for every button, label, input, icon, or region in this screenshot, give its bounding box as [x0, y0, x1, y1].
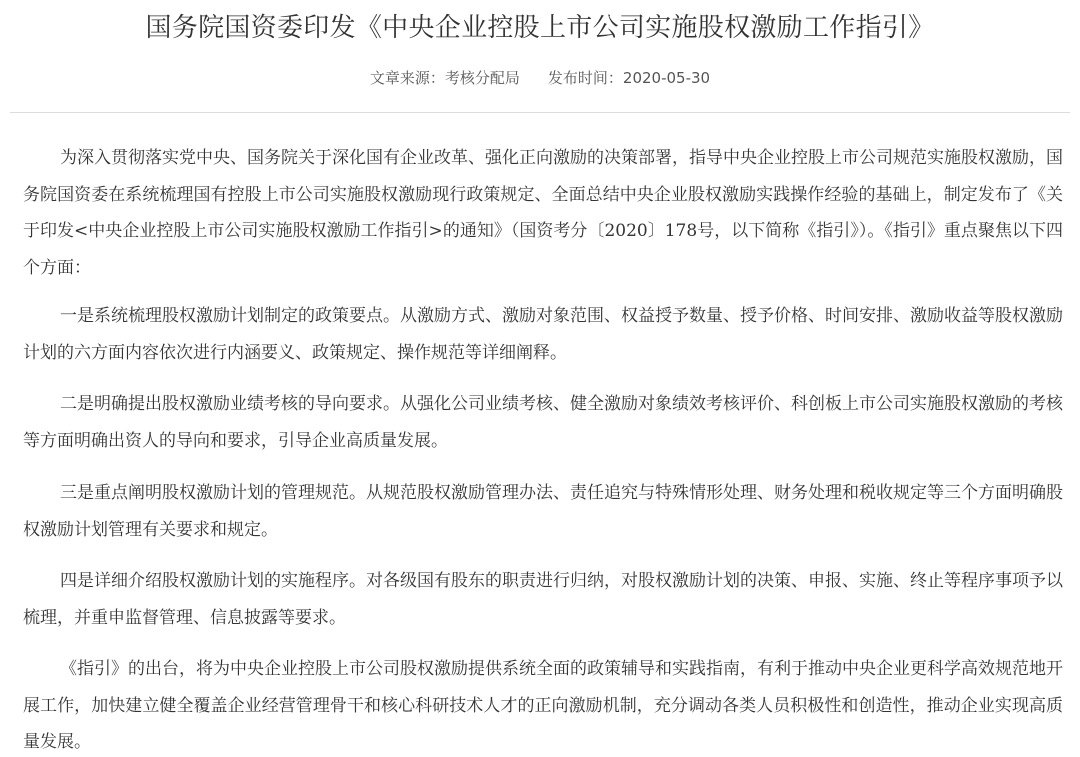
- paragraph-point-two: 二是明确提出股权激励业绩考核的导向要求。从强化公司业绩考核、健全激励对象绩效考核评价、科创板上市公司实施股权激励的考核等方面明确出资人的导向和要求，引导企业高质量发展。: [23, 394, 1063, 451]
- article-title: 国务院国资委印发《中央企业控股上市公司实施股权激励工作指引》: [145, 13, 935, 43]
- paragraph-conclusion: 《指引》的出台，将为中央企业控股上市公司股权激励提供系统全面的政策辅导和实践指南，有利于推动中央企业更科学高效规范地开展工作，加快建立健全覆盖企业经营管理骨干和核心科研技术人才的正向激励机制，充分调动各类人员积极性和创造性，推动企业实现高质量发展。: [23, 659, 1063, 752]
- paragraph-point-four: 四是详细介绍股权激励计划的实施程序。对各级国有股东的职责进行归纳，对股权激励计划的决策、申报、实施、终止等程序事项予以梳理，并重申监督管理、信息披露等要求。: [23, 571, 1063, 628]
- paragraph-point-three: 三是重点阐明股权激励计划的管理规范。从规范股权激励管理办法、责任追究与特殊情形处理、财务处理和税收规定等三个方面明确股权激励计划管理有关要求和规定。: [23, 483, 1063, 540]
- source-label: 文章来源：考核分配局: [369, 69, 520, 87]
- title-divider: [10, 112, 1070, 113]
- paragraph-intro: 为深入贯彻落实党中央、国务院关于深化国有企业改革、强化正向激励的决策部署，指导中央企业控股上市公司规范实施股权激励，国务院国资委在系统梳理国有控股上市公司实施股权激励现行政策规定、全面总结中央企业股权激励实践操作经验的基础上，制定发布了《关于印发<中央企业控股上市公司实施股权激励工作指引>的通知》（国资考分〔2020〕178号，以下简称《指引》）。《指引》重点聚焦以下四个方面：: [23, 148, 1063, 278]
- article-meta: [0, 64, 1080, 92]
- publish-date: 发布时间：2020-05-30: [547, 69, 711, 87]
- paragraph-point-one: 一是系统梳理股权激励计划制定的政策要点。从激励方式、激励对象范围、权益授予数量、授予价格、时间安排、激励收益等股权激励计划的六方面内容依次进行内涵要义、政策规定、操作规范等详细阐释。: [23, 306, 1063, 363]
